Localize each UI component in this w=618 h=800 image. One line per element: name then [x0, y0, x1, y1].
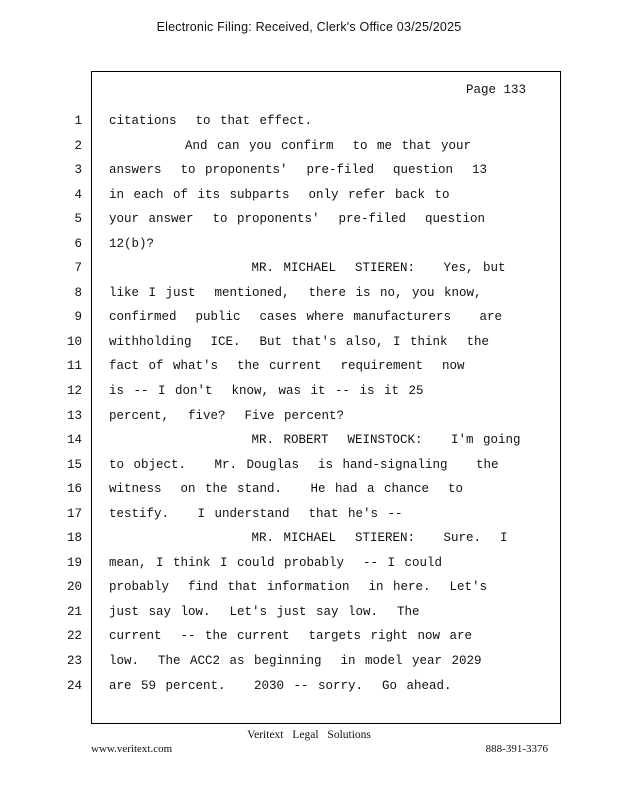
transcript-line: just say low. Let's just say low. The — [109, 604, 420, 619]
transcript-line: percent, five? Five percent? — [109, 408, 345, 423]
transcript-line: probably find that information in here. Let's — [109, 580, 488, 595]
line-number: 17 — [66, 506, 82, 521]
line-number-column — [60, 109, 82, 698]
line-number: 19 — [66, 555, 82, 570]
transcript-line: witness on the stand. He had a chance to — [109, 482, 464, 497]
transcript-line: MR. MICHAEL STIEREN: Yes, but — [109, 261, 506, 276]
line-number: 24 — [66, 678, 82, 693]
footer-website: www.veritext.com — [91, 743, 173, 755]
transcript-line: testify. I understand that he's -- — [109, 506, 403, 521]
transcript-line: MR. ROBERT WEINSTOCK: I'm going — [109, 433, 521, 448]
transcript-line: current -- the current targets right now are — [109, 629, 473, 644]
line-number: 14 — [66, 433, 82, 448]
line-number: 7 — [74, 261, 82, 276]
transcript-line: mean, I think I could probably -- I could — [109, 555, 443, 570]
line-number: 11 — [66, 359, 82, 374]
line-number: 6 — [74, 236, 82, 251]
transcript-line: answers to proponents' pre-filed question 13 — [109, 163, 488, 178]
line-number: 2 — [74, 138, 82, 153]
transcript-line: like I just mentioned, there is no, you know, — [109, 285, 482, 300]
transcript-line: And can you confirm to me that your — [109, 138, 472, 153]
transcript-line: low. The ACC2 as beginning in model year 2029 — [109, 654, 482, 669]
transcript-line: citations to that effect. — [109, 114, 313, 128]
transcript-line: is -- I don't know, was it -- is it 25 — [109, 384, 424, 399]
line-number: 3 — [74, 163, 82, 178]
line-number: 8 — [74, 285, 82, 300]
line-number: 13 — [66, 408, 82, 423]
line-number: 4 — [74, 187, 82, 202]
line-number: 12 — [66, 384, 82, 399]
line-number: 15 — [66, 457, 82, 472]
line-number: 5 — [74, 212, 82, 227]
transcript-line: in each of its subparts only refer back to — [109, 187, 450, 202]
line-number: 23 — [66, 654, 82, 669]
transcript-line: 12(b)? — [109, 236, 155, 251]
line-number: 20 — [66, 580, 82, 595]
transcript-line: fact of what's the current requirement now — [109, 359, 465, 374]
transcript-line: are 59 percent. 2030 -- sorry. Go ahead. — [109, 678, 452, 693]
line-number: 1 — [74, 114, 82, 128]
transcript-line: withholding ICE. But that's also, I think the — [109, 334, 490, 349]
transcript-body — [109, 109, 549, 698]
line-number: 9 — [74, 310, 82, 325]
transcript-line: confirmed public cases where manufacturers are — [109, 310, 503, 325]
transcript-line: your answer to proponents' pre-filed question — [109, 212, 486, 227]
line-number: 10 — [66, 334, 82, 349]
line-number: 21 — [66, 604, 82, 619]
transcript-line: MR. MICHAEL STIEREN: Sure. I — [109, 531, 508, 546]
transcript-line: to object. Mr. Douglas is hand-signaling the — [109, 457, 499, 472]
footer-phone: 888-391-3376 — [485, 743, 548, 755]
footer-company: Veritext Legal Solutions — [247, 729, 371, 741]
line-number: 16 — [66, 482, 82, 497]
filing-stamp-header: Electronic Filing: Received, Clerk's Office 03/25/2025 — [156, 20, 462, 34]
line-number: 18 — [66, 531, 82, 546]
page-number: Page 133 — [465, 83, 526, 97]
line-number: 22 — [66, 629, 82, 644]
